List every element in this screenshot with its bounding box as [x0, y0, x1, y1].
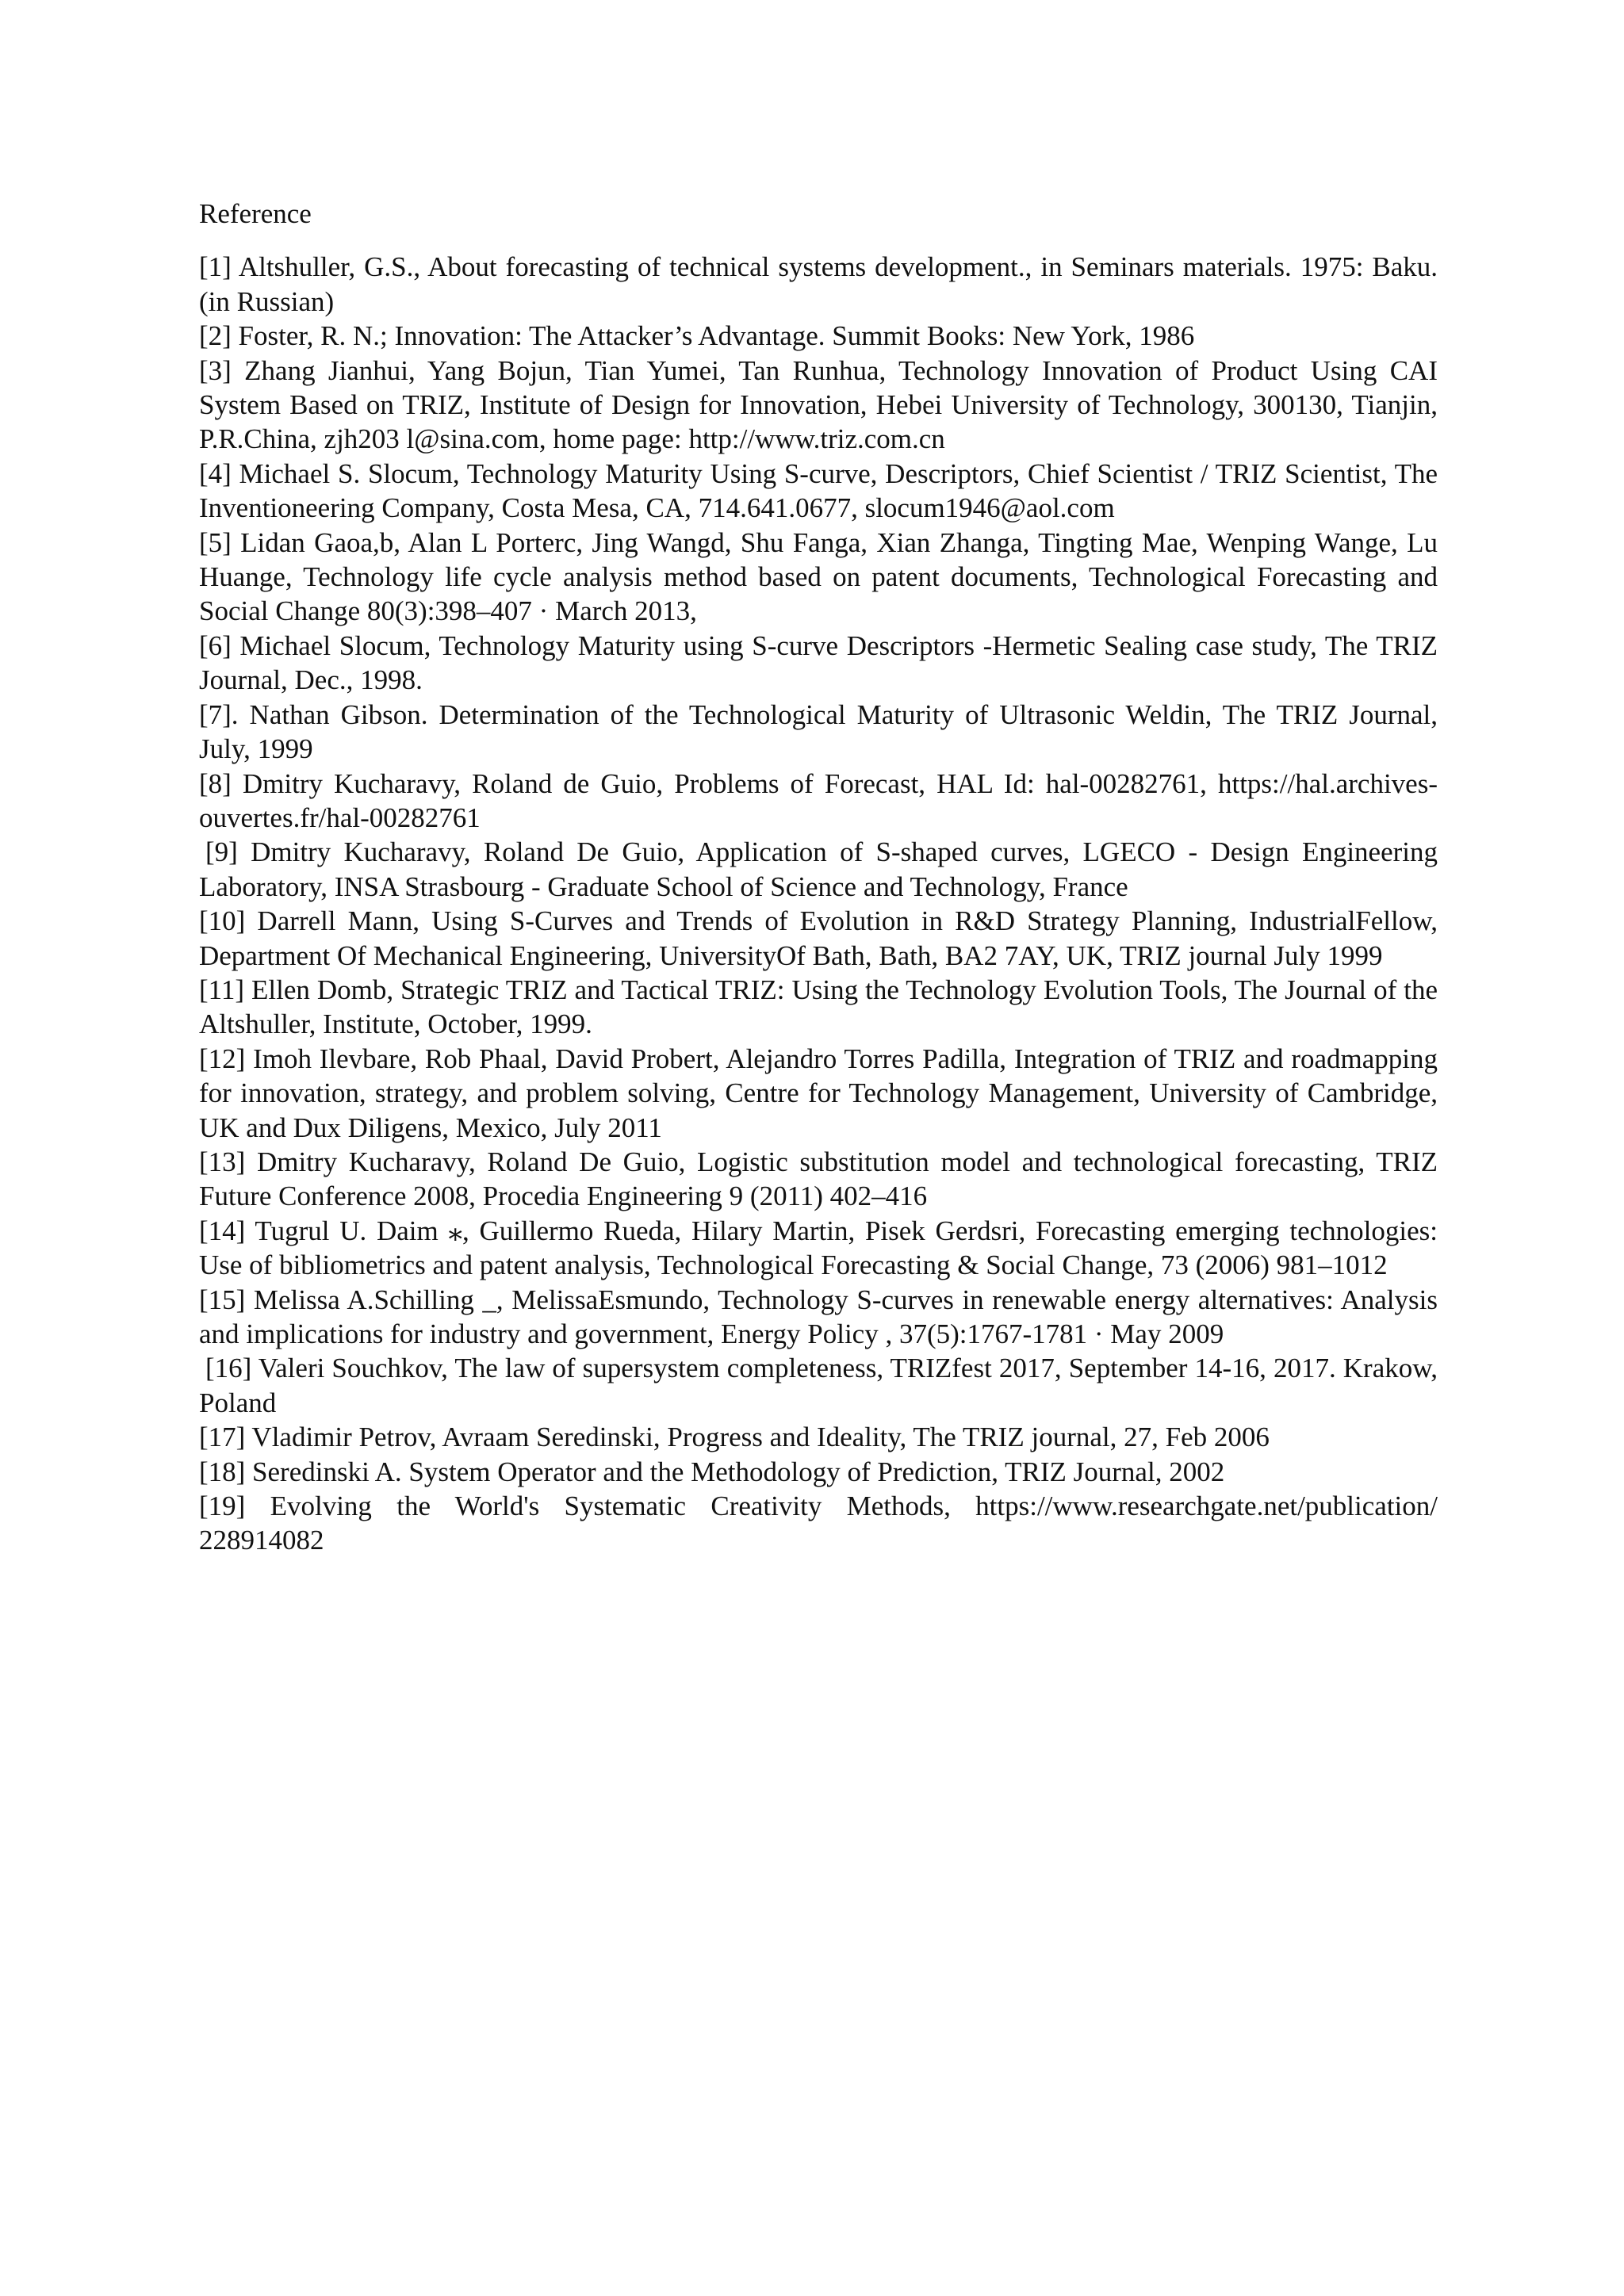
- reference-item-9: [9] Dmitry Kucharavy, Roland De Guio, Application of S-shaped curves, LGECO - Design Engineering Laboratory, INSA Strasbourg - Graduate School of Science and Technology, France: [199, 836, 1438, 902]
- reference-item-10: [10] Darrell Mann, Using S-Curves and Trends of Evolution in R&D Strategy Planning, IndustrialFellow, Department Of Mechanical Engineering, UniversityOf Bath, Bath, BA2 7AY, UK, TRIZ journal July 1999: [199, 905, 1438, 971]
- reference-item-5: [5] Lidan Gaoa,b, Alan L Porterc, Jing Wangd, Shu Fanga, Xian Zhanga, Tingting Mae, Wenping Wange, Lu Huange, Technology life cycle analysis method based on patent documents, Technological Forecasting and Social Change 80(3):398–407 · March 2013,: [199, 526, 1438, 627]
- reference-item-3: [3] Zhang Jianhui, Yang Bojun, Tian Yumei, Tan Runhua, Technology Innovation of Product Using CAI System Based on TRIZ, Institute of Design for Innovation, Hebei University of Technology, 300130, Tianjin, P.R.China, zjh203 l@sina.com, home page: http://www.triz.com.cn: [199, 354, 1438, 455]
- page-title: Reference: [199, 198, 312, 229]
- reference-item-15: [15] Melissa A.Schilling _, MelissaEsmundo, Technology S-curves in renewable energy alternatives: Analysis and implications for industry and government, Energy Policy , 37(5):1767-1781 · May 2009: [199, 1284, 1438, 1349]
- reference-item-8: [8] Dmitry Kucharavy, Roland de Guio, Problems of Forecast, HAL Id: hal-00282761, https://hal.archives-ouvertes.fr/hal-00282761: [199, 767, 1438, 833]
- reference-list: [199, 250, 1438, 1557]
- reference-page: [199, 197, 1438, 1558]
- reference-item-6: [6] Michael Slocum, Technology Maturity using S-curve Descriptors -Hermetic Sealing case study, The TRIZ Journal, Dec., 1998.: [199, 629, 1438, 696]
- reference-item-16: [16] Valeri Souchkov, The law of supersystem completeness, TRIZfest 2017, September 14-16, 2017. Krakow, Poland: [199, 1353, 1438, 1418]
- reference-item-11: [11] Ellen Domb, Strategic TRIZ and Tactical TRIZ: Using the Technology Evolution Tools, The Journal of the Altshuller, Institute, October, 1999.: [199, 974, 1438, 1040]
- reference-item-4: [4] Michael S. Slocum, Technology Maturity Using S-curve, Descriptors, Chief Scientist / TRIZ Scientist, The Inventioneering Company, Costa Mesa, CA, 714.641.0677, slocum1946@aol.com: [199, 457, 1438, 524]
- reference-item-17: [17] Vladimir Petrov, Avraam Seredinski, Progress and Ideality, The TRIZ journal, 27, Feb 2006: [199, 1422, 1270, 1453]
- reference-item-18: [18] Seredinski A. System Operator and the Methodology of Prediction, TRIZ Journal, 2002: [199, 1456, 1225, 1487]
- reference-item-7: [7]. Nathan Gibson. Determination of the Technological Maturity of Ultrasonic Weldin, The TRIZ Journal, July, 1999: [199, 698, 1438, 765]
- reference-item-12: [12] Imoh Ilevbare, Rob Phaal, David Probert, Alejandro Torres Padilla, Integration of TRIZ and roadmapping for innovation, strategy, and problem solving, Centre for Technology Management, University of Cambridge, UK and Dux Diligens, Mexico, July 2011: [199, 1043, 1438, 1143]
- reference-item-19: [19] Evolving the World's Systematic Creativity Methods, https://www.researchgate.net/publication/ 228914082: [199, 1490, 1438, 1556]
- reference-item-14: [14] Tugrul U. Daim ⁎, Guillermo Rueda, Hilary Martin, Pisek Gerdsri, Forecasting emerging technologies: Use of bibliometrics and patent analysis, Technological Forecasting & Social Change, 73 (2006) 981–1012: [199, 1215, 1438, 1281]
- reference-item-13: [13] Dmitry Kucharavy, Roland De Guio, Logistic substitution model and technological forecasting, TRIZ Future Conference 2008, Procedia Engineering 9 (2011) 402–416: [199, 1146, 1438, 1212]
- reference-item-2: [2] Foster, R. N.; Innovation: The Attacker’s Advantage. Summit Books: New York, 1986: [199, 320, 1195, 352]
- reference-item-1: [1] Altshuller, G.S., About forecasting of technical systems development., in Seminars materials. 1975: Baku. (in Russian): [199, 251, 1438, 317]
